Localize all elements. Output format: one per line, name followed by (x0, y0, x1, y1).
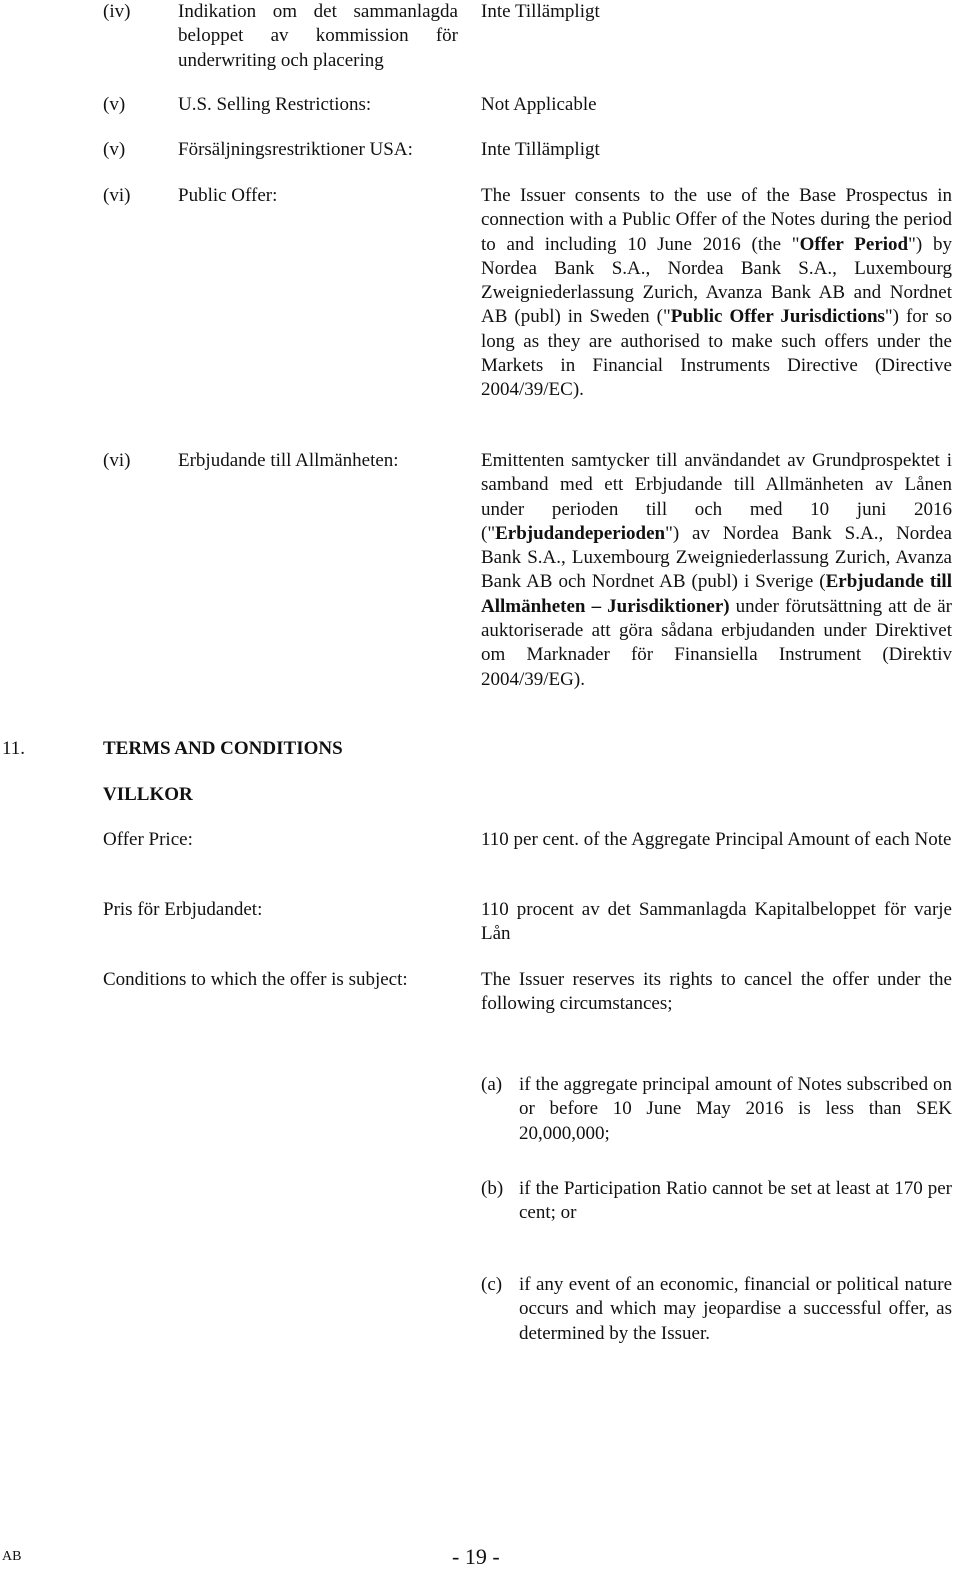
list-item: if the aggregate principal amount of Notes subscribed on or before 10 June May 2016 is less than SEK 20,000,000; (519, 1074, 952, 1144)
list-marker: (a) (481, 1074, 503, 1095)
row-label-line: underwriting och placering (178, 49, 384, 71)
row-number: (iv) (103, 1, 131, 22)
section-number: 11. (2, 738, 26, 759)
row-label: Försäljningsrestriktioner USA: (178, 139, 413, 160)
row-label: Erbjudande till Allmänheten: (178, 450, 399, 471)
defined-term: Erbjudandeperioden (495, 522, 666, 544)
term-value: 110 per cent. of the Aggregate Principal Amount of each Note (481, 829, 952, 850)
text-segment: Emittenten samtycker till användandet av Grundprospektet i samband med ett Erbjudande till Allmänheten av Lånen under perioden till och med 10 juni 2016 (" (481, 450, 952, 544)
row-number: (vi) (103, 185, 131, 206)
row-number: (v) (103, 139, 126, 160)
text-segment: ") av Nordea Bank S.A., Nordea Bank S.A., Luxembourg Zweigniederlassung Zurich, Avanza Bank AB och Nordnet AB (publ) i Sverige ( (481, 522, 952, 593)
row-number: (v) (103, 94, 126, 115)
row-label: Public Offer: (178, 185, 278, 206)
text-segment: ") for so long as they are authorised to make such offers under the Markets in Financial Instruments Directive (Directive 2004/39/EC). (481, 306, 952, 401)
term-label: Offer Price: (103, 829, 193, 850)
row-value: Inte Tillämpligt (481, 139, 600, 160)
text-segment: The Issuer consents to the use of the Base Prospectus in connection with a Public Offer of the Notes during the period to and including 10 June 2016 (the " (481, 185, 952, 255)
page-number: - 19 - (452, 1544, 500, 1569)
list-marker: (c) (481, 1274, 503, 1295)
term-label: Pris för Erbjudandet: (103, 899, 263, 920)
defined-term: Erbjudande till Allmänheten – Jurisdiktioner) (481, 571, 952, 617)
list-item: if any event of an economic, financial or political nature occurs and which may jeopardise a successful offer, as determined by the Issuer. (519, 1274, 952, 1344)
text-segment: under förutsättning att de är auktoriserade att göra sådana erbjudanden under Direktivet om Marknader för Finansiella Instrument (Direktiv 2004/39/EG). (481, 595, 953, 690)
defined-term: Offer Period (799, 233, 909, 255)
footer-initials: AB (2, 1549, 22, 1564)
row-label: U.S. Selling Restrictions: (178, 94, 372, 115)
term-value: The Issuer reserves its rights to cancel the offer under the following circumstances; (481, 969, 952, 1015)
defined-term: Public Offer Jurisdictions (670, 306, 885, 328)
row-value: Inte Tillämpligt (481, 1, 600, 22)
row-label-line: Indikation om det sammanlagda (178, 1, 458, 22)
term-label: Conditions to which the offer is subject: (103, 969, 408, 990)
section-subtitle: VILLKOR (103, 784, 193, 805)
text-segment: ") by Nordea Bank S.A., Nordea Bank S.A., Luxembourg Zweigniederlassung Zurich, Avanza Bank AB and Nordnet AB (publ) in Sweden (" (481, 233, 952, 328)
public-offer-text (481, 184, 952, 403)
row-number: (vi) (103, 450, 131, 471)
list-marker: (b) (481, 1178, 504, 1199)
row-label (178, 0, 458, 73)
section-title: TERMS AND CONDITIONS (103, 738, 343, 759)
term-value: 110 procent av det Sammanlagda Kapitalbeloppet för varje Lån (481, 899, 952, 945)
row-label-line: beloppet av kommission för (178, 25, 458, 47)
row-value: Not Applicable (481, 94, 597, 115)
list-item: if the Participation Ratio cannot be set at least at 170 per cent; or (519, 1178, 952, 1224)
erbjudande-text (481, 449, 952, 692)
